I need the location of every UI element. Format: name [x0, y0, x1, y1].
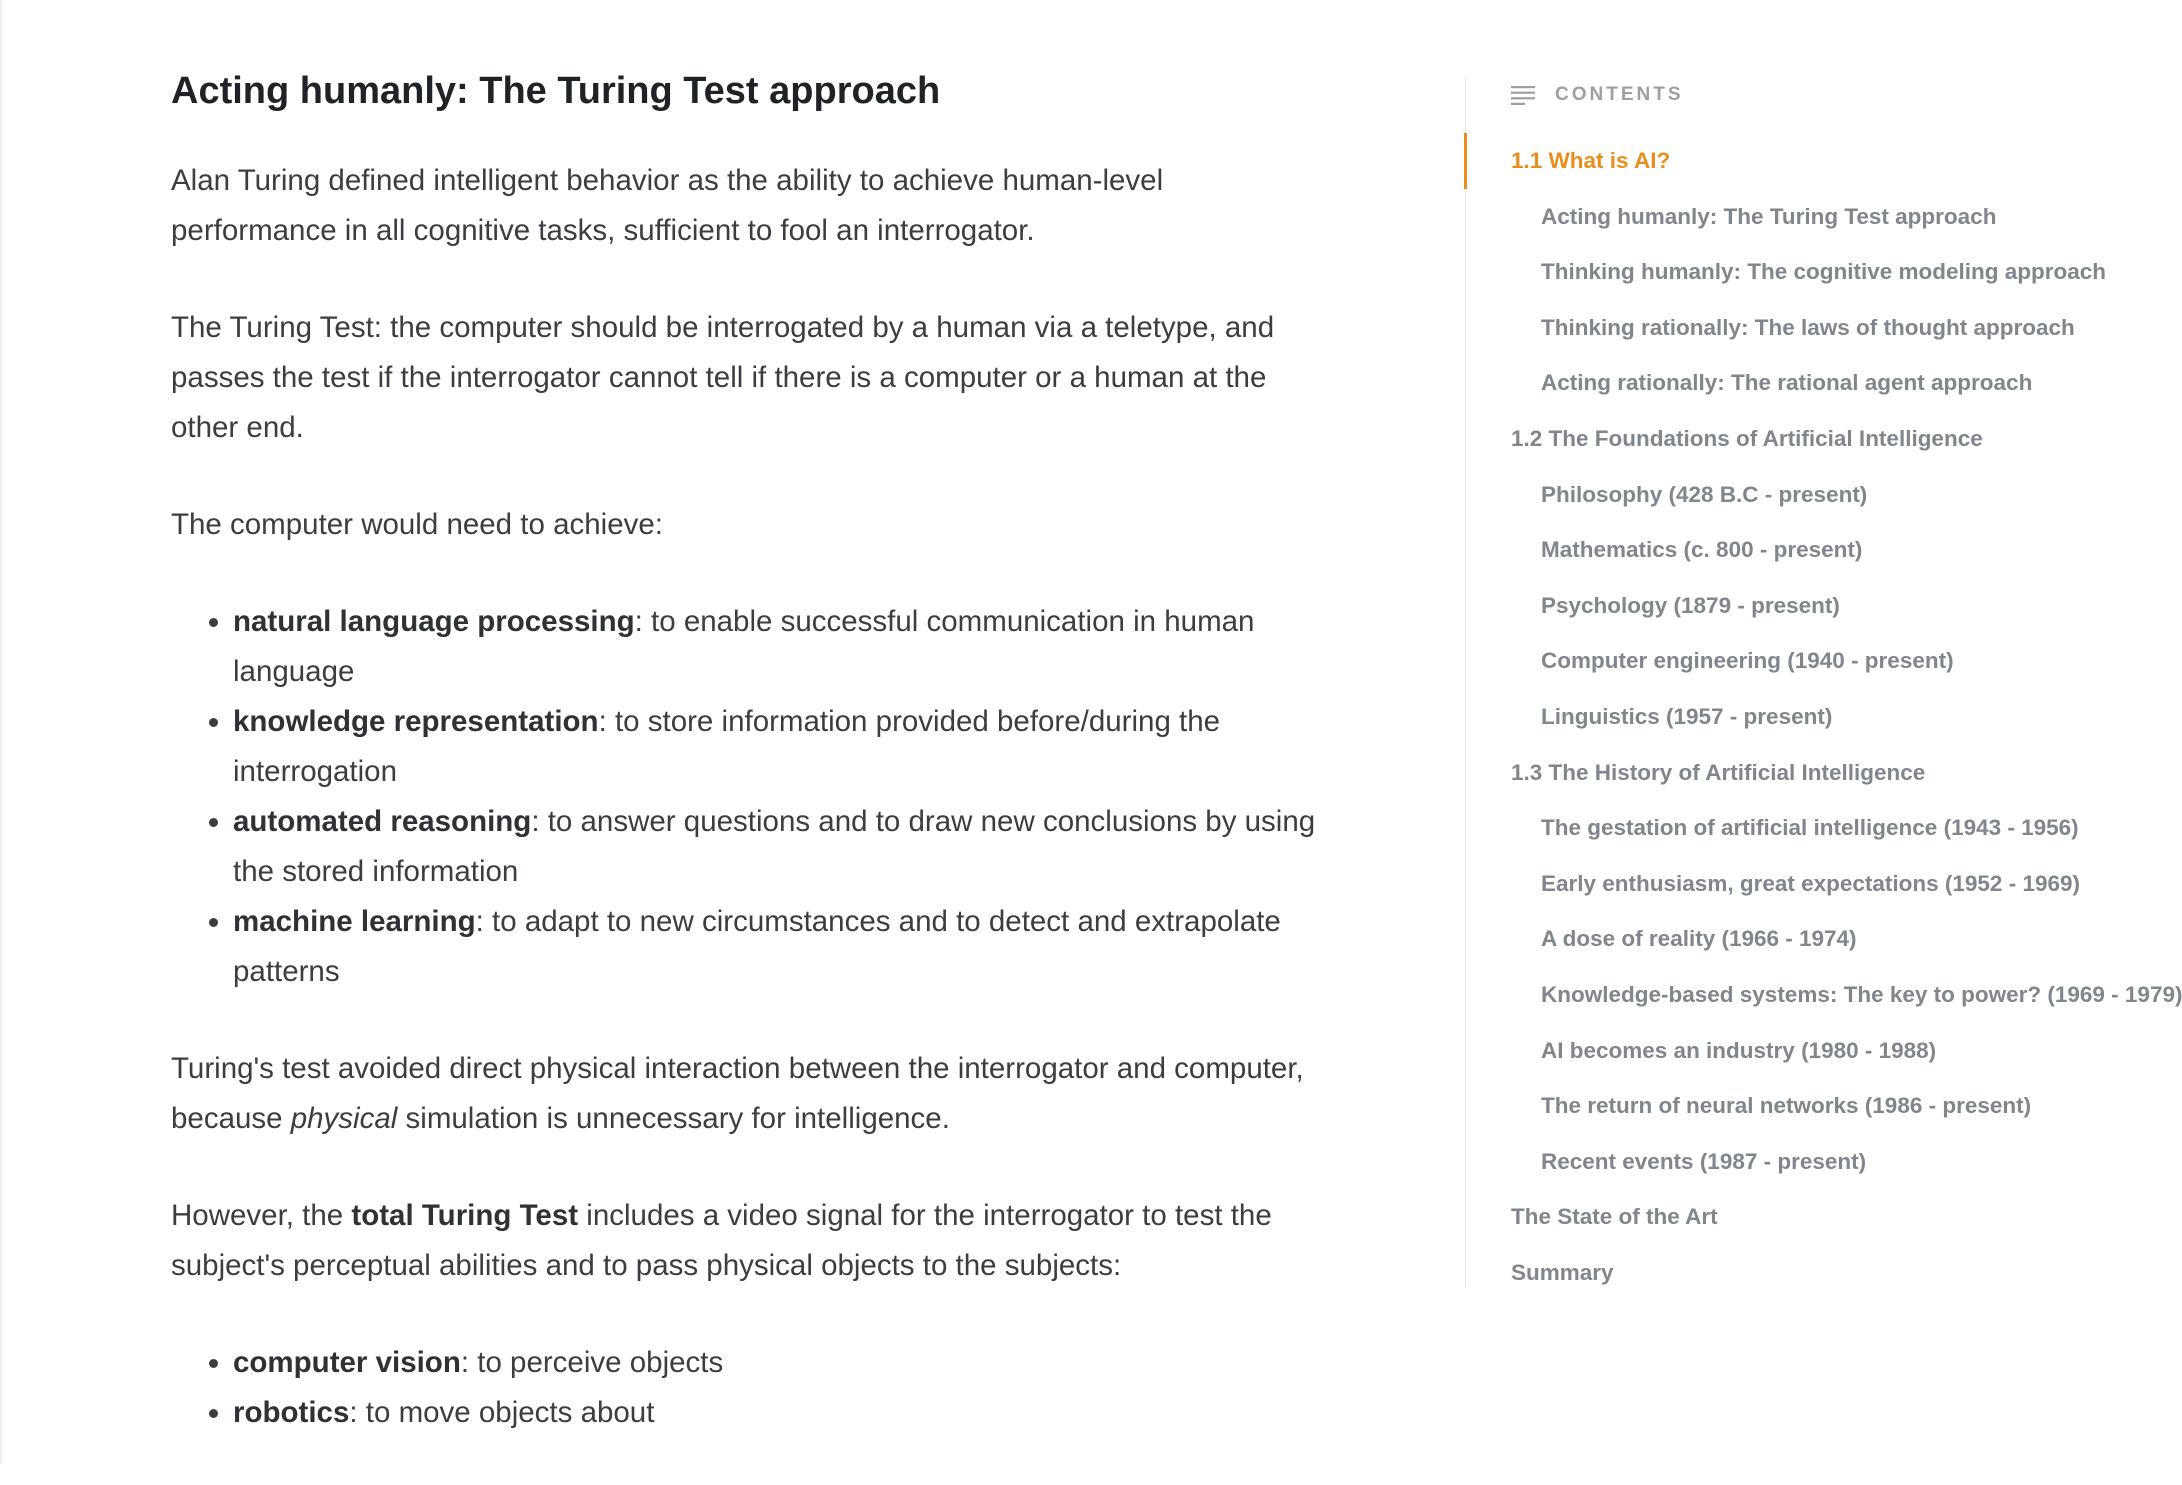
toc-item-what-is-ai[interactable]: 1.1 What is AI?	[1466, 133, 1891, 189]
toc-item-mathematics[interactable]: Mathematics (c. 800 - present)	[1541, 537, 1863, 563]
paragraph-physical-interaction	[171, 1044, 1321, 1144]
capabilities-list	[171, 597, 1321, 997]
text-italic: physical	[290, 1101, 398, 1135]
toc-item-summary[interactable]: Summary	[1511, 1259, 1614, 1285]
page-left-border	[0, 0, 2, 1464]
text-run: Turing's test avoided direct physical interaction between the interrogator and computer, because	[171, 1051, 1304, 1135]
toc-item-psychology[interactable]: Psychology (1879 - present)	[1541, 592, 1840, 618]
toc-header-label: CONTENTS	[1555, 84, 1684, 105]
list-item	[233, 1388, 1321, 1438]
toc-item-state-of-the-art[interactable]: The State of the Art	[1511, 1204, 1718, 1230]
text-run: includes a video signal for the interrogator to test the subject's perceptual abilities and to pass physical objects to the subjects:	[171, 1198, 1272, 1282]
paragraph-computer-needs: The computer would need to achieve:	[171, 507, 663, 541]
list-item-term: knowledge representation	[233, 704, 599, 738]
list-item-term: computer vision	[233, 1345, 461, 1379]
toc-list	[1466, 133, 2182, 1300]
toc-item-ai-industry[interactable]: AI becomes an industry (1980 - 1988)	[1541, 1037, 1937, 1063]
toc-item-thinking-rationally[interactable]: Thinking rationally: The laws of thought approach	[1541, 314, 2075, 340]
text-bold: total Turing Test	[351, 1198, 579, 1232]
toc-item-early-enthusiasm[interactable]: Early enthusiasm, great expectations (1952 - 1969)	[1541, 870, 2080, 896]
toc-header	[1511, 77, 1891, 113]
toc-item-recent-events[interactable]: Recent events (1987 - present)	[1541, 1148, 1867, 1174]
toc-item-foundations[interactable]: 1.2 The Foundations of Artificial Intelligence	[1511, 425, 1983, 451]
list-item	[233, 897, 1321, 997]
toc-item-dose-of-reality[interactable]: A dose of reality (1966 - 1974)	[1541, 926, 1857, 952]
text-run: However, the	[171, 1198, 352, 1232]
toc-item-acting-humanly[interactable]: Acting humanly: The Turing Test approach	[1541, 203, 1997, 229]
toc-item-acting-rationally[interactable]: Acting rationally: The rational agent approach	[1541, 370, 2033, 396]
list-item-desc: : to adapt to new circumstances and to detect and extrapolate patterns	[233, 904, 1281, 988]
list-item	[233, 797, 1321, 897]
toc-item-neural-networks[interactable]: The return of neural networks (1986 - present)	[1541, 1093, 2032, 1119]
list-item-term: natural language processing	[233, 604, 635, 638]
article-content	[171, 40, 1321, 1485]
list-item-desc: : to store information provided before/during the interrogation	[233, 704, 1221, 788]
list-item-desc: : to enable successful communication in human language	[233, 604, 1255, 688]
list-item	[233, 597, 1321, 697]
paragraph-total-turing-test	[171, 1191, 1321, 1291]
paragraph-turing-test: The Turing Test: the computer should be interrogated by a human via a teletype, and passes the test if the interrogator cannot tell if there is a computer or a human at the other end.	[171, 310, 1275, 444]
list-item-desc: : to move objects about	[349, 1395, 655, 1429]
toc-item-thinking-humanly[interactable]: Thinking humanly: The cognitive modeling approach	[1541, 259, 2107, 285]
menu-lines-icon	[1511, 85, 1535, 105]
list-item	[233, 1338, 1321, 1388]
list-item-term: robotics	[233, 1395, 350, 1429]
list-item-desc: : to answer questions and to draw new conclusions by using the stored information	[233, 804, 1316, 888]
list-item-term: machine learning	[233, 904, 476, 938]
paragraph-turing-definition: Alan Turing defined intelligent behavior as the ability to achieve human-level performance in all cognitive tasks, sufficient to fool an interrogator.	[171, 163, 1164, 247]
list-item-term: automated reasoning	[233, 804, 532, 838]
toc-item-knowledge-based-systems[interactable]: Knowledge-based systems: The key to power? (1969 - 1979)	[1541, 981, 2182, 1007]
list-item	[233, 697, 1321, 797]
text-run: simulation is unnecessary for intelligence.	[397, 1101, 950, 1135]
toc-item-philosophy[interactable]: Philosophy (428 B.C - present)	[1541, 481, 1868, 507]
toc-item-linguistics[interactable]: Linguistics (1957 - present)	[1541, 703, 1833, 729]
table-of-contents	[1465, 77, 2182, 1287]
total-test-list	[171, 1338, 1321, 1438]
toc-item-gestation[interactable]: The gestation of artificial intelligence (1943 - 1956)	[1541, 815, 2079, 841]
section-heading: Acting humanly: The Turing Test approach	[171, 70, 941, 112]
toc-item-history[interactable]: 1.3 The History of Artificial Intelligence	[1511, 759, 1926, 785]
list-item-desc: : to perceive objects	[460, 1345, 724, 1379]
toc-item-computer-engineering[interactable]: Computer engineering (1940 - present)	[1541, 648, 1954, 674]
